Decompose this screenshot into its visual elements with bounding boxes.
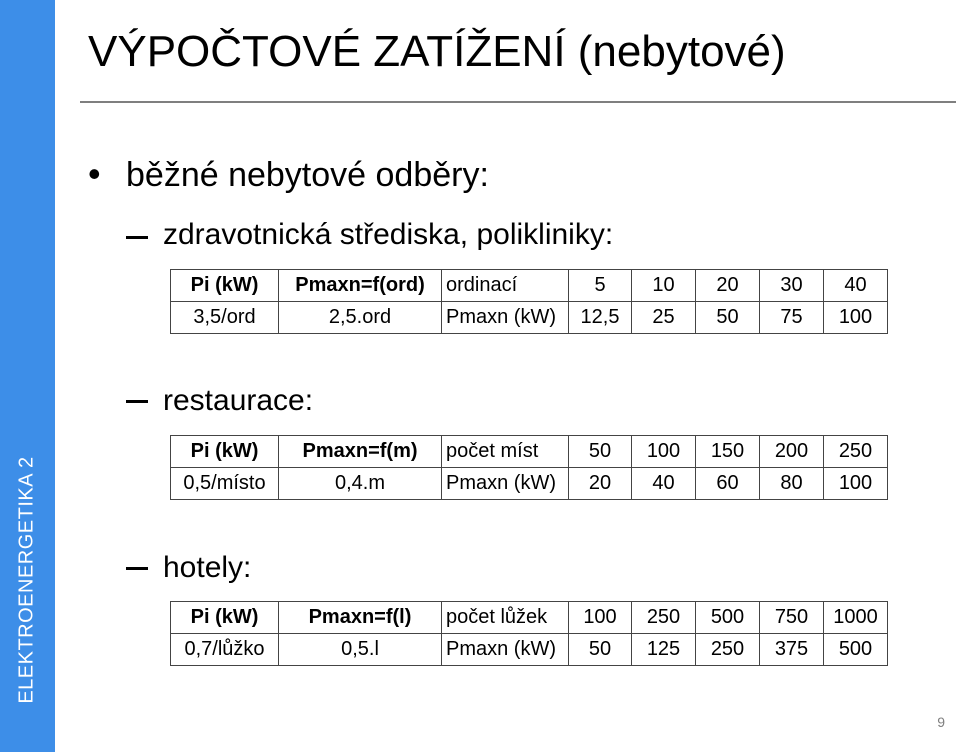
bullet-dot-icon: • (88, 153, 101, 194)
table-cell: 375 (760, 634, 824, 666)
table-cell: 100 (632, 436, 696, 468)
table-cell: 30 (760, 270, 824, 302)
table-cell: 60 (696, 468, 760, 500)
table-cell: 10 (632, 270, 696, 302)
table-cell: 250 (632, 602, 696, 634)
table-cell: Pi (kW) (171, 436, 279, 468)
table-cell: 750 (760, 602, 824, 634)
table-cell: 2,5.ord (279, 302, 442, 334)
dash-icon (126, 400, 148, 403)
table-cell: Pmaxn=f(ord) (279, 270, 442, 302)
slide-title: VÝPOČTOVÉ ZATÍŽENÍ (nebytové) (88, 27, 786, 76)
section-heading-hotels: hotely: (163, 551, 252, 584)
section-heading-clinics: zdravotnická střediska, polikliniky: (163, 218, 614, 251)
table-row (171, 270, 888, 302)
section-heading-restaurants: restaurace: (163, 384, 314, 417)
table-cell: 250 (824, 436, 888, 468)
table-cell: 40 (824, 270, 888, 302)
table-cell: 150 (696, 436, 760, 468)
table-cell: 100 (824, 468, 888, 500)
table-cell: 75 (760, 302, 824, 334)
table-cell: ordinací (442, 270, 569, 302)
table-row (171, 436, 888, 468)
table-row (171, 302, 888, 334)
table-cell: Pi (kW) (171, 270, 279, 302)
table-cell: 100 (569, 602, 632, 634)
table-cell: 1000 (824, 602, 888, 634)
table-cell: Pmaxn (kW) (442, 468, 569, 500)
table-cell: Pmaxn=f(l) (279, 602, 442, 634)
page-number: 9 (937, 714, 945, 730)
table-cell: 20 (696, 270, 760, 302)
table-cell: 500 (696, 602, 760, 634)
title-divider (80, 101, 956, 103)
bullet-heading: běžné nebytové odběry: (126, 156, 489, 194)
table-cell: 50 (696, 302, 760, 334)
table-cell: počet lůžek (442, 602, 569, 634)
table-cell: 250 (696, 634, 760, 666)
table-cell: Pmaxn (kW) (442, 634, 569, 666)
table-cell: Pi (kW) (171, 602, 279, 634)
table-restaurants (170, 435, 888, 500)
table-cell: 200 (760, 436, 824, 468)
table-cell: 50 (569, 436, 632, 468)
dash-icon (126, 567, 148, 570)
table-cell: 20 (569, 468, 632, 500)
dash-icon (126, 236, 148, 239)
table-row (171, 602, 888, 634)
table-cell: 5 (569, 270, 632, 302)
table-cell: 500 (824, 634, 888, 666)
table-clinics (170, 269, 888, 334)
table-cell: 12,5 (569, 302, 632, 334)
sidebar-label: ELEKTROENERGETIKA 2 (15, 456, 38, 704)
table-cell: 40 (632, 468, 696, 500)
table-cell: 100 (824, 302, 888, 334)
table-cell: 25 (632, 302, 696, 334)
table-cell: 0,4.m (279, 468, 442, 500)
table-hotels (170, 601, 888, 666)
table-cell: počet míst (442, 436, 569, 468)
table-cell: 125 (632, 634, 696, 666)
table-cell: 3,5/ord (171, 302, 279, 334)
table-cell: Pmaxn=f(m) (279, 436, 442, 468)
table-row (171, 468, 888, 500)
table-row (171, 634, 888, 666)
table-cell: 50 (569, 634, 632, 666)
table-cell: 0,5/místo (171, 468, 279, 500)
table-cell: 0,7/lůžko (171, 634, 279, 666)
table-cell: Pmaxn (kW) (442, 302, 569, 334)
table-cell: 0,5.l (279, 634, 442, 666)
table-cell: 80 (760, 468, 824, 500)
